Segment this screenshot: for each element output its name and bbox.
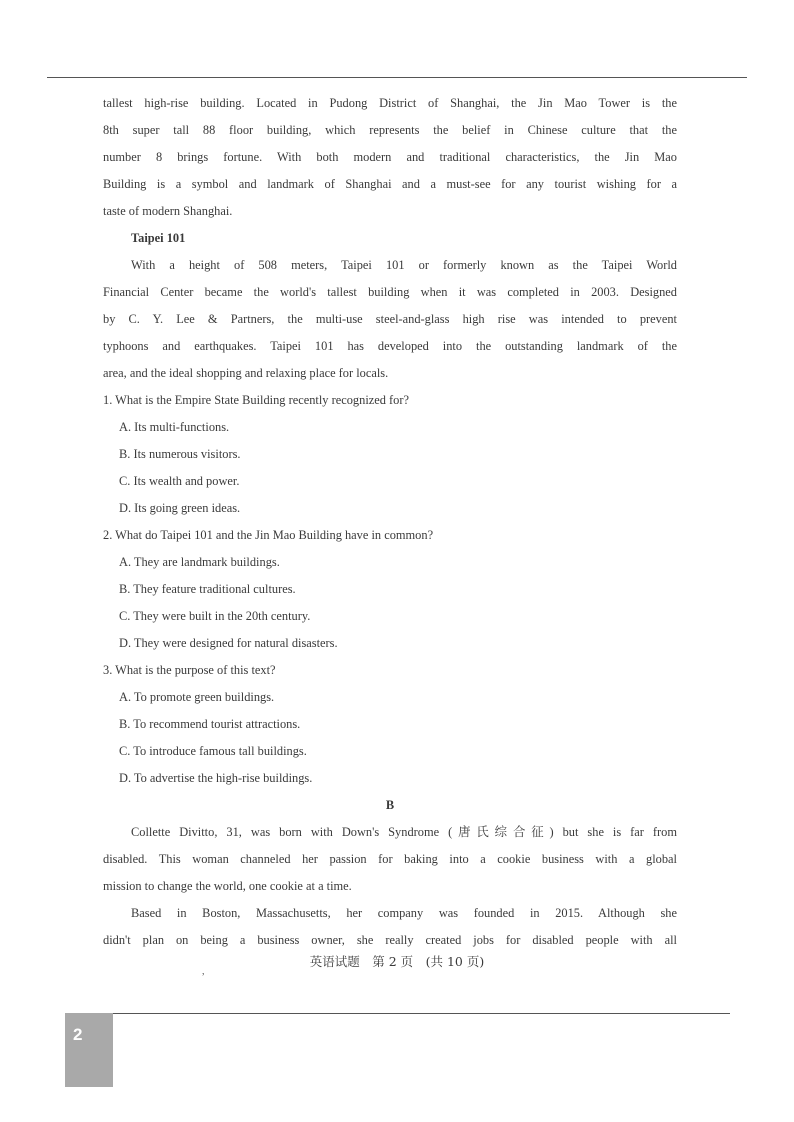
section-heading-taipei: Taipei 101 (131, 231, 186, 245)
text-line: by C. Y. Lee & Partners, the multi-use steel-and-glass high rise was intended to prevent (103, 312, 677, 326)
answer-option: B. They feature traditional cultures. (119, 582, 296, 596)
text-line: disabled. This woman channeled her passion for baking into a cookie business with a global (103, 852, 677, 866)
question-stem: 1. What is the Empire State Building recently recognized for? (103, 393, 409, 407)
answer-option: A. They are landmark buildings. (119, 555, 280, 569)
passage-label: B (385, 798, 395, 812)
text-line: area, and the ideal shopping and relaxing place for locals. (103, 366, 389, 380)
answer-option: D. To advertise the high-rise buildings. (119, 771, 313, 785)
text-line: 8th super tall 88 floor building, which represents the belief in Chinese culture that the (103, 123, 677, 137)
answer-option: A. Its multi-functions. (119, 420, 230, 434)
text-line: Building is a symbol and landmark of Shanghai and a must-see for any tourist wishing for a (103, 177, 677, 191)
answer-option: D. Its going green ideas. (119, 501, 241, 515)
answer-option: C. They were built in the 20th century. (119, 609, 311, 623)
page-footer: 英语试题 第 2 页 (共 10 页) (309, 954, 485, 969)
answer-option: A. To promote green buildings. (119, 690, 275, 704)
stray-mark: , (202, 966, 205, 977)
answer-option: B. To recommend tourist attractions. (119, 717, 301, 731)
answer-option: D. They were designed for natural disasters. (119, 636, 338, 650)
bottom-rule (112, 1013, 730, 1014)
answer-option: B. Its numerous visitors. (119, 447, 241, 461)
text-line: typhoons and earthquakes. Taipei 101 has developed into the outstanding landmark of the (103, 339, 677, 353)
question-stem: 2. What do Taipei 101 and the Jin Mao Building have in common? (103, 528, 434, 542)
text-line: number 8 brings fortune. With both modern and traditional characteristics, the Jin Mao (103, 150, 677, 164)
text-line: Based in Boston, Massachusetts, her company was founded in 2015. Although she (131, 906, 677, 920)
page-content (103, 90, 677, 954)
page-number: 2 (73, 1025, 83, 1044)
text-line: tallest high-rise building. Located in Pudong District of Shanghai, the Jin Mao Tower is the (103, 96, 677, 110)
answer-option: C. To introduce famous tall buildings. (119, 744, 307, 758)
text-line: With a height of 508 meters, Taipei 101 or formerly known as the Taipei World (131, 258, 677, 272)
text-line: taste of modern Shanghai. (103, 204, 233, 218)
top-rule (47, 77, 747, 78)
text-line: mission to change the world, one cookie at a time. (103, 879, 352, 893)
text-line: Collette Divitto, 31, was born with Down's Syndrome (唐氏综合征) but she is far from (131, 825, 677, 839)
text-line: didn't plan on being a business owner, she really created jobs for disabled people with all (103, 933, 677, 947)
question-stem: 3. What is the purpose of this text? (103, 663, 276, 677)
page-number-tab (65, 1013, 113, 1087)
answer-option: C. Its wealth and power. (119, 474, 240, 488)
text-line: Financial Center became the world's tallest building when it was completed in 2003. Designed (103, 285, 677, 299)
